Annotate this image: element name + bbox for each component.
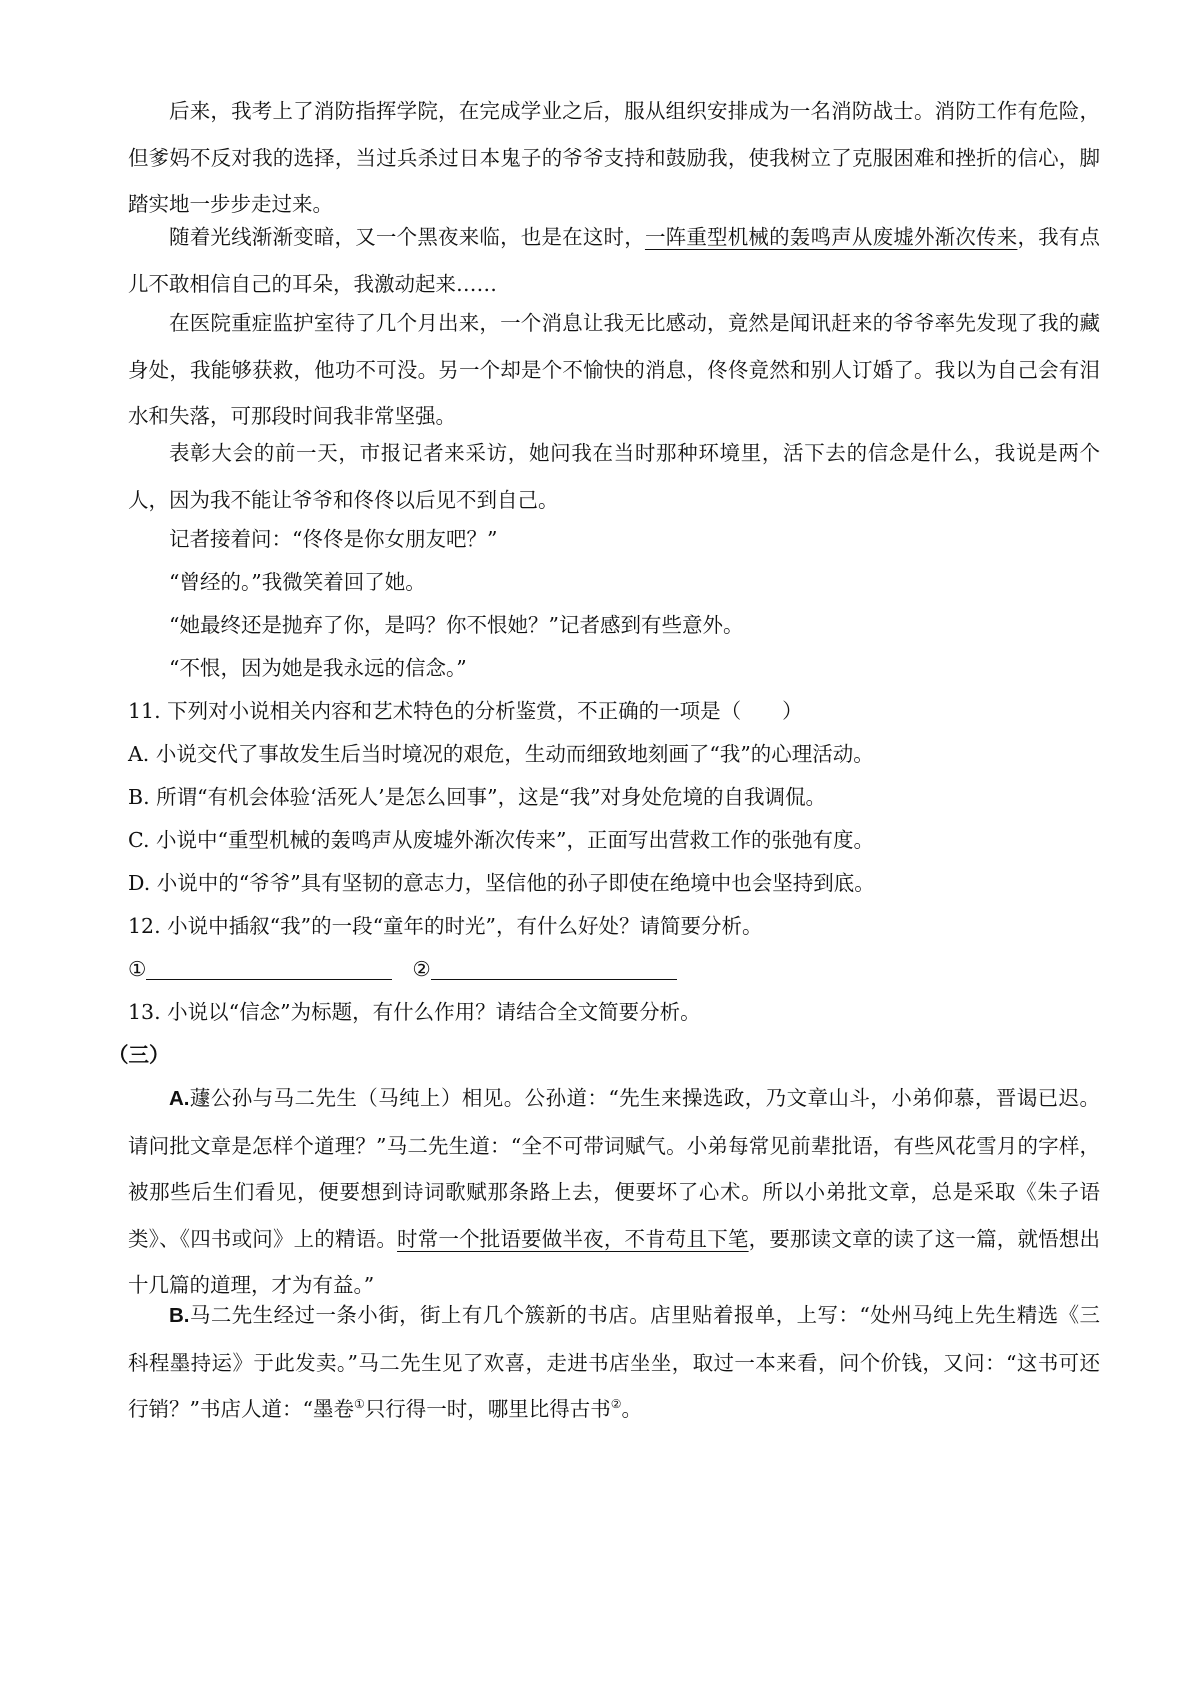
blank-marker-1: ①	[128, 957, 147, 981]
passage-b	[128, 1292, 1100, 1433]
story-paragraph-4: 表彰大会的前一天，市报记者来采访，她问我在当时那种环境里，活下去的信念是什么，我说是两个人，因为我不能让爷爷和佟佟以后见不到自己。	[128, 441, 1100, 512]
underlined-phrase: 一阵重型机械的轰鸣声从废墟外渐次传来	[644, 225, 1018, 249]
answer-blank-1[interactable]	[146, 978, 392, 980]
dialogue-line-2: “曾经的。”我微笑着回了她。	[169, 570, 426, 594]
question-12: 12. 小说中插叙“我”的一段“童年的时光”，有什么好处？请简要分析。	[128, 914, 763, 938]
underlined-sentence: 时常一个批语要做半夜，不肯苟且下笔	[397, 1226, 749, 1251]
footnote-marker-1: ①	[353, 1397, 365, 1412]
question-11: 11. 下列对小说相关内容和艺术特色的分析鉴赏，不正确的一项是（ ）	[128, 699, 803, 723]
story-paragraph-3: 在医院重症监护室待了几个月出来，一个消息让我无比感动，竟然是闻讯赶来的爷爷率先发现了我的藏身处，我能够获救，他功不可没。另一个却是个不愉快的消息，佟佟竟然和别人订婚了。我以为自己会有泪水和失落，可那段时间我非常坚强。	[128, 311, 1100, 428]
passage-a-label: A.	[169, 1087, 190, 1110]
passage-b-text-before: 马二先生经过一条小街，街上有几个簇新的书店。店里贴着报单，上写：“处州马纯上先生精选《三科程墨持运》于此发卖。”马二先生见了欢喜，走进书店坐坐，取过一本来看，问个价钱，又问：“这书可还行销？”书店人道：“墨卷	[128, 1303, 1100, 1421]
passage-b-text-mid: 只行得一时，哪里比得古书	[364, 1397, 611, 1421]
blank-marker-2: ②	[412, 957, 431, 981]
answer-blank-2[interactable]	[431, 978, 677, 980]
paragraph-2-text-after: ，我有点儿不敢相信自己的耳朵，我激动起来……	[128, 225, 1101, 296]
question-11-option-a: A. 小说交代了事故发生后当时境况的艰危，生动而细致地刻画了“我”的心理活动。	[128, 742, 874, 766]
dialogue-line-1: 记者接着问：“佟佟是你女朋友吧？”	[169, 527, 498, 551]
question-13: 13. 小说以“信念”为标题，有什么作用？请结合全文简要分析。	[128, 1000, 701, 1024]
dialogue-line-3: “她最终还是抛弃了你，是吗？你不恨她？”记者感到有些意外。	[169, 613, 744, 637]
passage-a-text-after: ，要那读文章的读了这一篇，就悟想出十几篇的道理，才为有益。”	[128, 1226, 1101, 1297]
paragraph-2-text-before: 随着光线渐渐变暗，又一个黑夜来临，也是在这时，	[169, 225, 645, 249]
dialogue-line-4: “不恨，因为她是我永远的信念。”	[169, 656, 467, 680]
answer-blanks	[128, 946, 1100, 993]
question-11-option-d: D. 小说中的“爷爷”具有坚韧的意志力，坚信他的孙子即使在绝境中也会坚持到底。	[128, 871, 875, 895]
passage-a-text-before: 蘧公孙与马二先生（马纯上）相见。公孙道：“先生来操选政，乃文章山斗，小弟仰慕，晋谒已迟。请问批文章是怎样个道理？”马二先生道：“全不可带词赋气。小弟每常见前辈批语，有些风花雪月的字样，被那些后生们看见，便要想到诗词歌赋那条路上去，便要坏了心术。所以小弟批文章，总是采取《朱子语类》、《四书或问》上的精语。	[128, 1086, 1100, 1251]
passage-b-label: B.	[169, 1304, 190, 1327]
passage-a	[128, 1075, 1100, 1309]
story-paragraph-2	[128, 214, 1100, 307]
question-11-option-b: B. 所谓“有机会体验‘活死人’是怎么回事”，这是“我”对身处危境的自我调侃。	[128, 785, 827, 809]
section-heading: （三）	[108, 1043, 170, 1067]
question-11-option-c: C. 小说中“重型机械的轰鸣声从废墟外渐次传来”，正面写出营救工作的张弛有度。	[128, 828, 874, 852]
passage-b-text-end: 。	[621, 1397, 642, 1421]
story-paragraph-1: 后来，我考上了消防指挥学院，在完成学业之后，服从组织安排成为一名消防战士。消防工作有危险，但爹妈不反对我的选择，当过兵杀过日本鬼子的爷爷支持和鼓励我，使我树立了克服困难和挫折的信心，脚踏实地一步步走过来。	[128, 99, 1100, 216]
footnote-marker-2: ②	[610, 1397, 622, 1412]
